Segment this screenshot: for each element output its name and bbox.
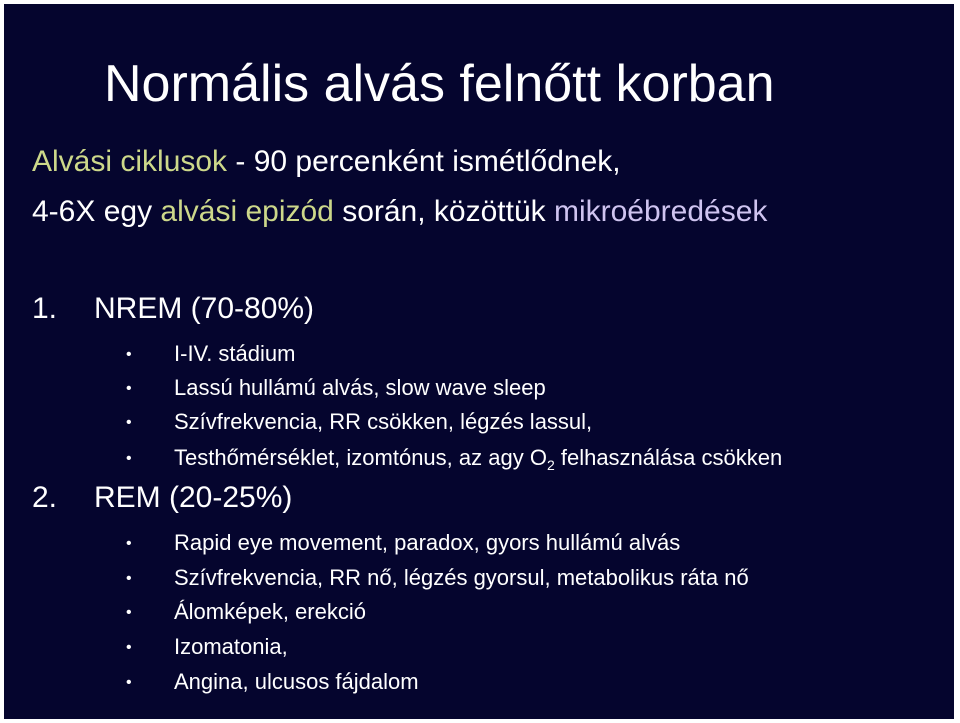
bullet-item	[126, 633, 288, 662]
bullet-icon: •	[126, 535, 132, 552]
bullet-item	[126, 408, 592, 437]
bullet-text: Álomképek, erekció	[174, 599, 366, 624]
bullet-item	[126, 668, 419, 697]
section-number: 2.	[32, 481, 58, 514]
bullet-item	[126, 340, 295, 369]
bullet-text: Izomatonia,	[174, 634, 288, 659]
intro-line-1-text: - 90 percenként ismétlődnek,	[227, 145, 621, 178]
bullet-item	[126, 374, 546, 403]
bullet-icon: •	[126, 604, 132, 621]
bullet-text: Szívfrekvencia, RR nő, légzés gyorsul, metabolikus ráta nő	[174, 565, 749, 590]
intro-line-2-middle: során, közöttük	[333, 195, 554, 228]
section-heading-nrem	[32, 291, 314, 327]
bullet-text: Szívfrekvencia, RR csökken, légzés lassul,	[174, 409, 593, 434]
intro-line-2-prefix: 4-6X egy	[32, 195, 161, 228]
intro-line-2	[32, 194, 767, 230]
bullet-text: Rapid eye movement, paradox, gyors hullámú alvás	[174, 530, 681, 555]
bullet-subscript: 2	[546, 457, 555, 473]
bullet-text: I-IV. stádium	[174, 341, 296, 366]
bullet-icon: •	[126, 570, 132, 587]
section-heading-text: NREM (70-80%)	[94, 292, 315, 325]
bullet-icon: •	[126, 380, 132, 397]
bullet-item	[126, 598, 366, 627]
intro-highlight-cycles: Alvási ciklusok	[32, 145, 228, 178]
bullet-text: Angina, ulcusos fájdalom	[174, 669, 419, 694]
bullet-icon: •	[126, 450, 132, 467]
intro-accent-microarousals: mikroébredések	[553, 195, 768, 228]
section-heading-text: REM (20-25%)	[94, 481, 293, 514]
section-number: 1.	[32, 292, 58, 325]
bullet-icon: •	[126, 674, 132, 691]
bullet-icon: •	[126, 414, 132, 431]
bullet-icon: •	[126, 639, 132, 656]
bullet-item	[126, 529, 680, 558]
bullet-item	[126, 444, 782, 473]
bullet-text: Lassú hullámú alvás, slow wave sleep	[174, 375, 546, 400]
slide	[4, 4, 954, 719]
intro-line-1	[32, 144, 621, 180]
intro-highlight-episode: alvási epizód	[160, 195, 334, 228]
bullet-text-after: felhasználása csökken	[554, 445, 783, 470]
bullet-icon: •	[126, 346, 132, 363]
section-heading-rem	[32, 480, 292, 516]
bullet-item	[126, 564, 749, 593]
bullet-text-before: Testhőmérséklet, izomtónus, az agy O	[174, 445, 547, 470]
slide-title: Normális alvás felnőtt korban	[104, 55, 775, 113]
